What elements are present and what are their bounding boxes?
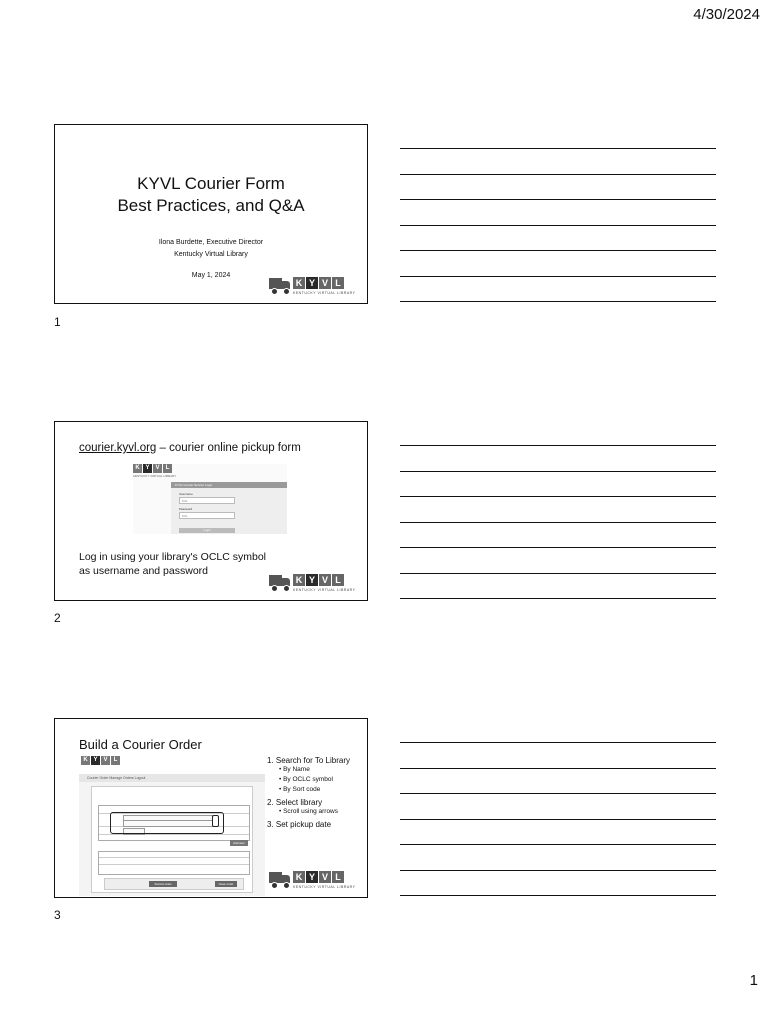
mini-logo — [133, 464, 172, 473]
bullet-text: By OCLC symbol — [283, 776, 333, 783]
order-items-table — [98, 851, 250, 875]
mini-logo-letter: Y — [143, 464, 152, 473]
clear-order-button[interactable]: Clear order — [215, 881, 237, 887]
order-logo-letter: V — [101, 756, 110, 765]
slide-1-title-line2: Best Practices, and Q&A — [117, 196, 305, 215]
truck-icon — [269, 278, 291, 293]
logo-letter: V — [319, 574, 331, 586]
password-label: Password — [179, 507, 193, 511]
notes-lines — [400, 445, 716, 624]
logo-letter: L — [332, 871, 344, 883]
courier-link[interactable]: courier.kyvl.org — [79, 442, 157, 454]
truck-icon — [269, 872, 291, 887]
order-logo-letter: Y — [91, 756, 100, 765]
username-label: Username — [179, 492, 193, 496]
bullet-text: By Name — [283, 766, 310, 773]
logo-tagline: KENTUCKY VIRTUAL LIBRARY — [293, 885, 356, 889]
kyvl-logo — [269, 574, 356, 598]
slide-3 — [54, 718, 368, 898]
slide-1-presenter — [55, 237, 367, 261]
slide-1-date: May 1, 2024 — [191, 272, 231, 279]
step-3: 3. Set pickup date — [267, 820, 332, 829]
kyvl-logo — [269, 277, 356, 301]
slide-number: 1 — [54, 315, 61, 329]
order-screenshot — [79, 754, 265, 896]
logo-letter: Y — [306, 277, 318, 289]
slide-2 — [54, 421, 368, 601]
slide-2-heading-text: – courier online pickup form — [156, 442, 301, 454]
mini-logo-letter: L — [163, 464, 172, 473]
slide-2-body-line1: Log in using your library's OCLC symbol — [79, 551, 266, 563]
logo-letter: K — [293, 277, 305, 289]
steps-list — [267, 753, 367, 829]
mini-logo-letter: K — [133, 464, 142, 473]
logo-letter: L — [332, 574, 344, 586]
password-field[interactable]: KVL — [179, 512, 235, 519]
truck-icon — [269, 575, 291, 590]
presenter-name: Ilona Burdette, Executive Director — [158, 239, 264, 246]
mini-logo-letter: V — [153, 464, 162, 473]
logo-letter: V — [319, 277, 331, 289]
logo-letter: Y — [306, 871, 318, 883]
username-field[interactable]: KVL — [179, 497, 235, 504]
page-number: 1 — [749, 972, 758, 989]
slide-1-title-line1: KYVL Courier Form — [137, 174, 285, 193]
submit-order-button[interactable]: Submit order — [149, 881, 177, 887]
slide-1-title — [55, 173, 367, 217]
order-nav: Courier Order Manage Orders Logout — [79, 774, 265, 782]
step-1-bullet: • By Sort code — [279, 786, 321, 793]
order-header — [79, 754, 265, 774]
slide-2-body — [79, 550, 266, 578]
step-2-bullet: • Scroll using arrows — [279, 808, 339, 815]
slide-1 — [54, 124, 368, 304]
logo-letter: L — [332, 277, 344, 289]
logo-letter: K — [293, 871, 305, 883]
logo-tagline: KENTUCKY VIRTUAL LIBRARY — [293, 291, 356, 295]
add-item-button[interactable]: Add item — [230, 840, 248, 846]
login-button[interactable]: Login — [179, 528, 235, 533]
slide-3-title: Build a Courier Order — [79, 737, 202, 752]
kyvl-logo — [269, 871, 356, 895]
slide-number: 2 — [54, 611, 61, 625]
order-logo-letter: L — [111, 756, 120, 765]
login-screenshot — [133, 464, 287, 534]
slide-2-body-line2: as username and password — [79, 565, 208, 577]
step-1-bullet: • By OCLC symbol — [279, 776, 333, 783]
step-1: 1. Search for To Library — [267, 756, 351, 765]
logo-letter: Y — [306, 574, 318, 586]
print-date: 4/30/2024 — [693, 6, 760, 23]
order-logo-letter: K — [81, 756, 90, 765]
bullet-text: By Sort code — [283, 786, 321, 793]
notes-lines — [400, 148, 716, 327]
bullet-text: Scroll using arrows — [283, 808, 339, 815]
login-header-text: KYVL Courier Service Login — [175, 483, 213, 487]
step-2: 2. Select library — [267, 798, 323, 807]
highlight-box — [110, 812, 224, 834]
order-actions — [104, 878, 244, 890]
logo-letter: K — [293, 574, 305, 586]
slide-2-heading — [79, 442, 301, 454]
scroll-arrows-highlight — [212, 815, 219, 827]
step-1-bullet: • By Name — [279, 766, 310, 773]
notes-lines — [400, 742, 716, 921]
organization-name: Kentucky Virtual Library — [174, 251, 248, 258]
logo-letter: V — [319, 871, 331, 883]
login-panel — [171, 488, 287, 534]
slide-number: 3 — [54, 908, 61, 922]
order-notice — [96, 791, 246, 801]
logo-tagline: KENTUCKY VIRTUAL LIBRARY — [293, 588, 356, 592]
mini-logo-tagline: KENTUCKY VIRTUAL LIBRARY — [133, 474, 177, 478]
order-form — [91, 786, 253, 893]
order-logo — [81, 756, 120, 765]
